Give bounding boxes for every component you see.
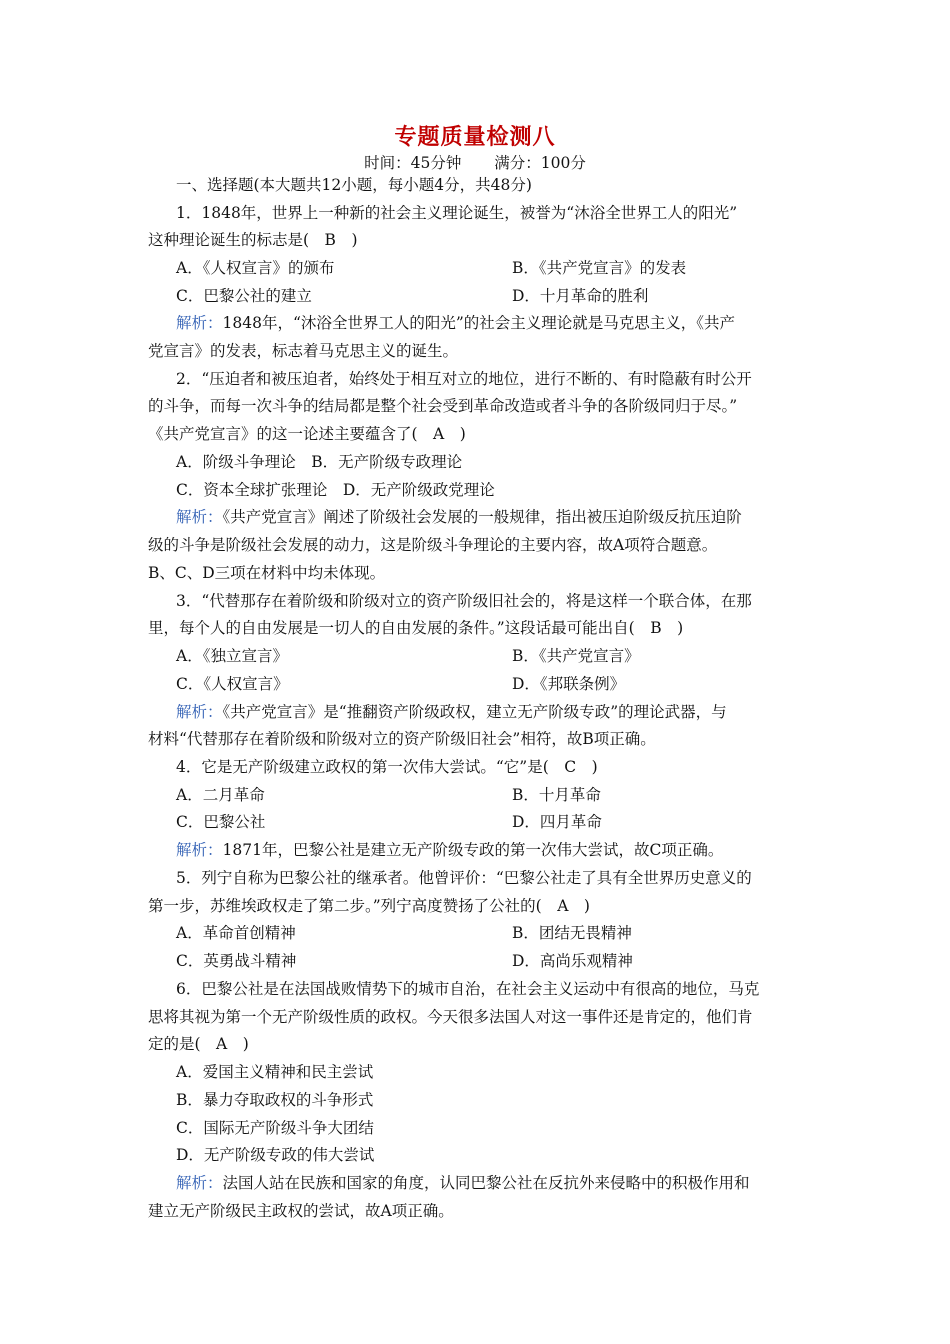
q1-option-c: C．巴黎公社的建立: [176, 287, 312, 305]
q5-stem-line2: 第一步，苏维埃政权走了第二步。”列宁高度赞扬了公社的( A ): [148, 897, 590, 915]
q6-stem-line2: 思将其视为第一个无产阶级性质的政权。今天很多法国人对这一事件还是肯定的，他们肯: [148, 1008, 753, 1026]
q2-options-ab: A．阶级斗争理论 B．无产阶级专政理论: [176, 453, 463, 471]
q6-option-b: B．暴力夺取政权的斗争形式: [176, 1091, 374, 1109]
q5-option-b: B．团结无畏精神: [512, 924, 632, 942]
explanation-label: 解析：: [176, 841, 223, 859]
exam-meta: [0, 151, 950, 173]
q1-stem-line1: 1．1848年，世界上一种新的社会主义理论诞生，被誉为“沐浴全世界工人的阳光”: [176, 204, 738, 222]
q6-option-a: A．爱国主义精神和民主尝试: [176, 1063, 374, 1081]
q2-explanation-line1: 解析：《共产党宣言》阐述了阶级社会发展的一般规律，指出被压迫阶级反抗压迫阶: [176, 508, 742, 526]
q3-stem-line1: 3．“代替那存在着阶级和阶级对立的资产阶级旧社会的，将是这样一个联合体，在那: [176, 592, 752, 610]
q5-option-d: D．高尚乐观精神: [512, 952, 633, 970]
q1-option-b: B．《共产党宣言》的发表: [512, 259, 687, 277]
explanation-label: 解析：: [176, 314, 223, 332]
q2-explanation-line3: B、C、D三项在材料中均未体现。: [148, 564, 386, 582]
q4-option-d: D．四月革命: [512, 813, 602, 831]
q4-option-b: B．十月革命: [512, 786, 601, 804]
q3-option-c: C．《人权宣言》: [176, 675, 289, 693]
explanation-label: 解析：: [176, 508, 223, 526]
q4-option-a: A．二月革命: [176, 786, 265, 804]
q3-option-b: B．《共产党宣言》: [512, 647, 640, 665]
q6-explanation-line2: 建立无产阶级民主政权的尝试，故A项正确。: [148, 1202, 454, 1220]
q4-explanation-line1: 解析：1871年，巴黎公社是建立无产阶级专政的第一次伟大尝试，故C项正确。: [176, 841, 724, 859]
q2-stem-line1: 2．“压迫者和被压迫者，始终处于相互对立的地位，进行不断的、有时隐蔽有时公开: [176, 370, 752, 388]
q1-explanation-line1: 解析：1848年，“沐浴全世界工人的阳光”的社会主义理论就是马克思主义，《共产: [176, 314, 736, 332]
explanation-label: 解析：: [176, 1174, 223, 1192]
q3-stem-line2: 里，每个人的自由发展是一切人的自由发展的条件。”这段话最可能出自( B ): [148, 619, 684, 637]
section-heading: 一、选择题(本大题共12小题，每小题4分，共48分): [176, 176, 532, 194]
q3-option-a: A．《独立宣言》: [176, 647, 288, 665]
q5-option-c: C．英勇战斗精神: [176, 952, 297, 970]
exam-time: 时间：45分钟: [364, 154, 462, 172]
q2-stem-line2: 的斗争，而每一次斗争的结局都是整个社会受到革命改造或者斗争的各阶级同归于尽。”: [148, 397, 738, 415]
q1-explanation-line2: 党宣言》的发表，标志着马克思主义的诞生。: [148, 342, 459, 360]
page-title: 专题质量检测八: [394, 124, 556, 150]
q1-option-d: D．十月革命的胜利: [512, 287, 649, 305]
q6-stem-line1: 6．巴黎公社是在法国战败情势下的城市自治，在社会主义运动中有很高的地位，马克: [176, 980, 760, 998]
q6-explanation-line1: 解析：法国人站在民族和国家的角度，认同巴黎公社在反抗外来侵略中的积极作用和: [176, 1174, 750, 1192]
q5-option-a: A．革命首创精神: [176, 924, 296, 942]
exam-score: 满分：100分: [494, 154, 586, 172]
q2-options-cd: C．资本全球扩张理论 D．无产阶级政党理论: [176, 481, 495, 499]
q6-option-c: C．国际无产阶级斗争大团结: [176, 1119, 374, 1137]
q6-stem-line3: 定的是( A ): [148, 1035, 249, 1053]
q3-explanation-line2: 材料“代替那存在着阶级和阶级对立的资产阶级旧社会”相符，故B项正确。: [148, 730, 656, 748]
explanation-label: 解析：: [176, 703, 223, 721]
q4-option-c: C．巴黎公社: [176, 813, 266, 831]
q2-stem-line3: 《共产党宣言》的这一论述主要蕴含了( A ): [148, 425, 466, 443]
q4-stem-line1: 4．它是无产阶级建立政权的第一次伟大尝试。“它”是( C ): [176, 758, 598, 776]
q3-option-d: D．《邦联条例》: [512, 675, 626, 693]
q1-option-a: A．《人权宣言》的颁布: [176, 259, 335, 277]
q5-stem-line1: 5．列宁自称为巴黎公社的继承者。他曾评价：“巴黎公社走了具有全世界历史意义的: [176, 869, 752, 887]
q6-option-d: D．无产阶级专政的伟大尝试: [176, 1146, 375, 1164]
q3-explanation-line1: 解析：《共产党宣言》是“推翻资产阶级政权，建立无产阶级专政”的理论武器，与: [176, 703, 727, 721]
q2-explanation-line2: 级的斗争是阶级社会发展的动力，这是阶级斗争理论的主要内容，故A项符合题意。: [148, 536, 718, 554]
q1-stem-line2: 这种理论诞生的标志是( B ): [148, 231, 358, 249]
